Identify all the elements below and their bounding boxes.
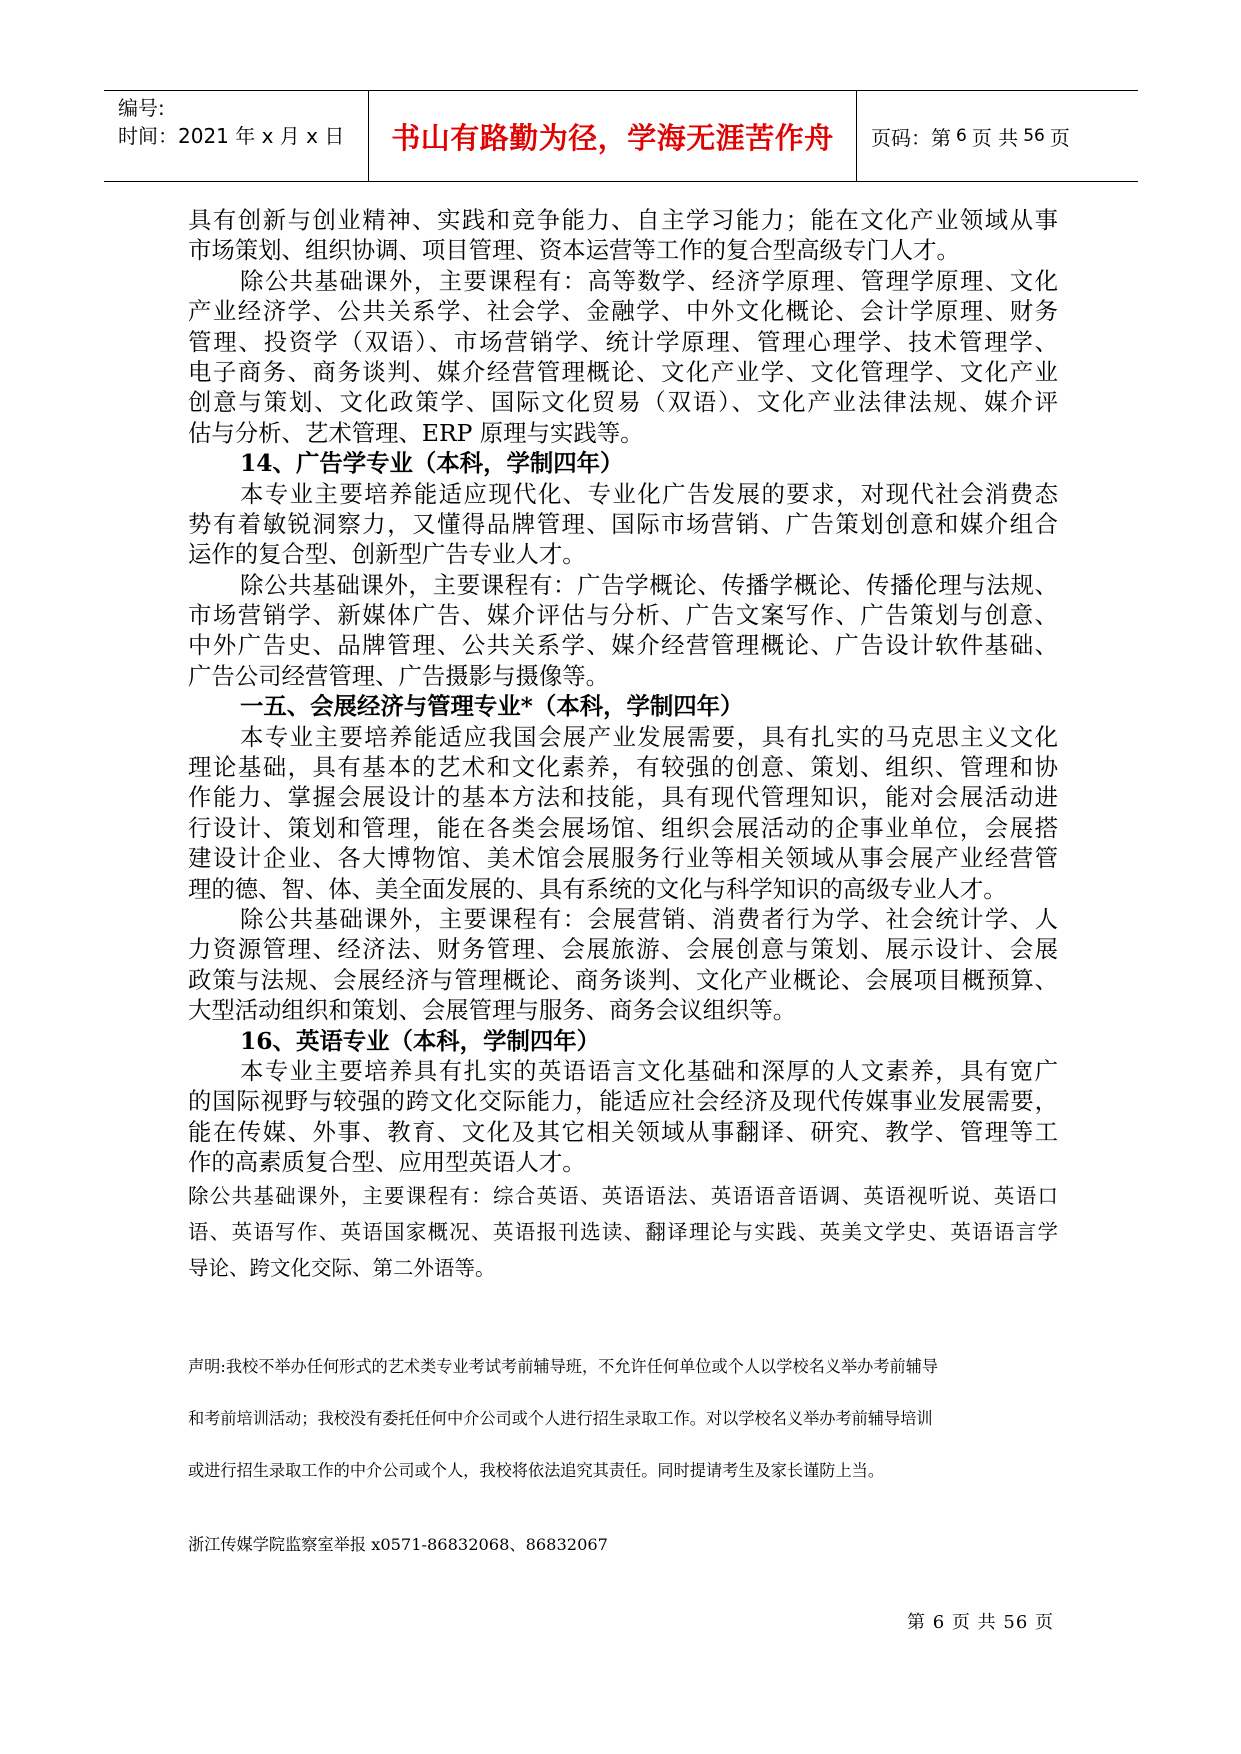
- body-line: 估与分析、艺术管理、ERP 原理与实践等。: [188, 418, 644, 447]
- page-prefix: 页码：第: [871, 125, 951, 150]
- header-motto: 书山有路勤为径，学海无涯苦作舟: [369, 91, 857, 181]
- body-line: 大型活动组织和策划、会展管理与服务、商务会议组织等。: [188, 996, 797, 1025]
- body-line: 理的德、智、体、美全面发展的、具有系统的文化与科学知识的高级专业人才。: [188, 874, 1007, 903]
- body-line: 具有创新与创业精神、实践和竞争能力、自主学习能力；能在文化产业领域从事: [188, 206, 1058, 234]
- page-mid: 页 共: [971, 125, 1019, 150]
- body-line: 产业经济学、公共关系学、社会学、金融学、中外文化概论、会计学原理、财务: [188, 297, 1058, 326]
- body-line: 政策与法规、会展经济与管理概论、商务谈判、文化产业概论、会展项目概预算、: [188, 965, 1058, 994]
- page-number: 6: [956, 126, 967, 146]
- page-header: [104, 90, 1138, 182]
- body-line: 运作的复合型、创新型广告专业人才。: [188, 540, 586, 569]
- body-line: 除公共基础课外，主要课程有：广告学概论、传播学概论、传播伦理与法规、: [240, 570, 1058, 599]
- header-page-info: [857, 91, 1138, 181]
- body-line: 电子商务、商务谈判、媒介经营管理概论、文化产业学、文化管理学、文化产业: [188, 357, 1058, 386]
- body-line: 导论、跨文化交际、第二外语等。: [188, 1255, 496, 1280]
- body-line: 市场策划、组织协调、项目管理、资本运营等工作的复合型高级专门人才。: [188, 236, 960, 265]
- document-number-label: 编号:: [118, 96, 165, 120]
- page-footer: 第 6 页 共 56 页: [907, 1612, 1054, 1633]
- report-contact: 浙江传媒学院监察室举报 x0571-86832068、86832067: [188, 1535, 608, 1554]
- body-line: 除公共基础课外，主要课程有：高等数学、经济学原理、管理学原理、文化: [240, 266, 1058, 295]
- notice-line: 和考前培训活动；我校没有委托任何中介公司或个人进行招生录取工作。对以学校名义举办考前辅导培训: [188, 1409, 933, 1428]
- body-line: 势有着敏锐洞察力，又懂得品牌管理、国际市场营销、广告策划创意和媒介组合: [188, 509, 1058, 538]
- body-line: 作的高素质复合型、应用型英语人才。: [188, 1148, 586, 1177]
- document-body: [188, 205, 1058, 1286]
- body-line: 本专业主要培养具有扎实的英语语言文化基础和深厚的人文素养，具有宽广: [240, 1056, 1058, 1085]
- page-suffix: 页: [1049, 125, 1070, 150]
- body-line: 本专业主要培养能适应我国会展产业发展需要，具有扎实的马克思主义文化: [240, 722, 1058, 751]
- section-heading: 14、广告学专业（本科，学制四年）: [240, 449, 624, 478]
- body-line: 中外广告史、品牌管理、公共关系学、媒介经营管理概论、广告设计软件基础、: [188, 631, 1058, 660]
- body-line: 管理、投资学（双语）、市场营销学、统计学原理、管理心理学、技术管理学、: [188, 327, 1058, 356]
- body-line: 作能力、掌握会展设计的基本方法和技能，具有现代管理知识，能对会展活动进: [188, 783, 1058, 812]
- body-line: 行设计、策划和管理，能在各类会展场馆、组织会展活动的企事业单位，会展搭: [188, 813, 1058, 842]
- header-meta: [104, 91, 369, 181]
- body-line: 的国际视野与较强的跨文化交际能力，能适应社会经济及现代传媒事业发展需要，: [188, 1087, 1058, 1116]
- notice-line: 或进行招生录取工作的中介公司或个人，我校将依法追究其责任。同时提请考生及家长谨防上当。: [188, 1461, 885, 1480]
- body-line: 市场营销学、新媒体广告、媒介评估与分析、广告文案写作、广告策划与创意、: [188, 601, 1058, 630]
- body-line: 语、英语写作、英语国家概况、英语报刊选读、翻译理论与实践、英美文学史、英语语言学: [188, 1219, 1058, 1244]
- page-total: 56: [1023, 126, 1045, 146]
- body-line: 建设计企业、各大博物馆、美术馆会展服务行业等相关领域从事会展产业经营管: [188, 844, 1058, 873]
- body-line: 理论基础，具有基本的艺术和文化素养，有较强的创意、策划、组织、管理和协: [188, 753, 1058, 782]
- section-heading: 16、英语专业（本科，学制四年）: [240, 1026, 601, 1055]
- section-heading: 一五、会展经济与管理专业*（本科，学制四年）: [240, 692, 744, 721]
- body-line: 力资源管理、经济法、财务管理、会展旅游、会展创意与策划、展示设计、会展: [188, 935, 1058, 964]
- body-line: 广告公司经营管理、广告摄影与摄像等。: [188, 661, 610, 690]
- body-line: 本专业主要培养能适应现代化、专业化广告发展的要求，对现代社会消费态: [240, 479, 1058, 508]
- document-time: 时间：2021 年 x 月 x 日: [118, 124, 345, 148]
- body-line: 除公共基础课外，主要课程有：会展营销、消费者行为学、社会统计学、人: [240, 904, 1058, 933]
- body-line: 创意与策划、文化政策学、国际文化贸易（双语）、文化产业法律法规、媒介评: [188, 388, 1058, 417]
- notice-line: 声明:我校不举办任何形式的艺术类专业考试考前辅导班，不允许任何单位或个人以学校名义举办考前辅导: [188, 1357, 939, 1376]
- body-line: 能在传媒、外事、教育、文化及其它相关领域从事翻译、研究、教学、管理等工: [188, 1117, 1058, 1146]
- body-line: 除公共基础课外，主要课程有：综合英语、英语语法、英语语音语调、英语视听说、英语口: [188, 1183, 1058, 1208]
